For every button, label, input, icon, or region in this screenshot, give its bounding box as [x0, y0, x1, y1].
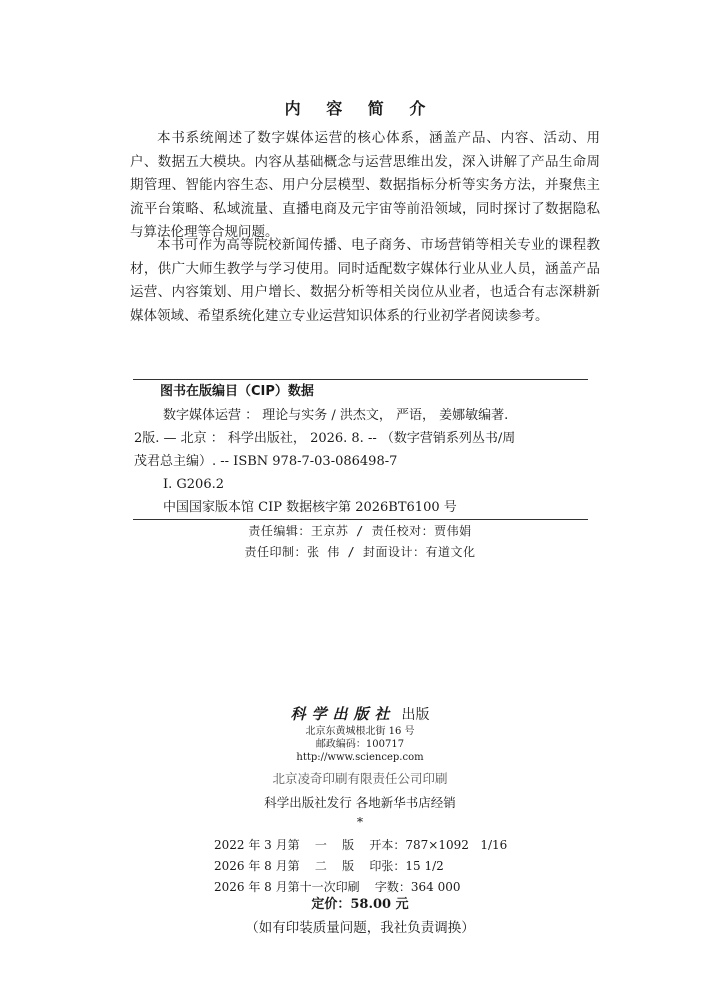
intro-title: 内 容 简 介 [284, 99, 436, 118]
cip-record-number: 中国国家版本馆 CIP 数据核字第 2026BT6100 号 [163, 500, 457, 515]
cip-top-rule [133, 379, 588, 380]
edition-info [214, 835, 507, 898]
edition-row-2: 2026 年 8 月第 二 版 印张：15 1/2 [214, 859, 444, 873]
printer-info: 北京凌奇印刷有限责任公司印刷 [272, 771, 448, 786]
publisher-name: 科学出版社 [290, 705, 396, 723]
cip-line-3: 茂君总主编）. -- ISBN 978-7-03-086498-7 [134, 454, 398, 469]
cip-line-1: 数字媒体运营 ： 理论与实务 / 洪杰文， 严语， 姜娜敏编著. [163, 408, 509, 423]
cip-classification: Ⅰ. G206.2 [163, 477, 225, 492]
distribution-info: 科学出版社发行 各地新华书店经销 [264, 795, 456, 810]
publisher-suffix: 出版 [401, 707, 430, 723]
intro-paragraph-1: 本书系统阐述了数字媒体运营的核心体系，涵盖产品、内容、活动、用户、数据五大模块。内容从基础概念与运营思维出发，深入讲解了产品生命周期管理、智能内容生态、用户分层模型、数据指标分析等实务方法，并聚焦主流平台策略、私域流量、直播电商及元宇宙等前沿领域，同时探讨了数据隐私与算法伦理等合规问题。 [130, 130, 600, 240]
intro-paragraph-2: 本书可作为高等院校新闻传播、电子商务、市场营销等相关专业的课程教材，供广大师生教学与学习使用。同时适配数字媒体行业从业人员，涵盖产品运营、内容策划、用户增长、数据分析等相关岗位从业者，也适合有志深耕新媒体领域、希望系统化建立专业运营知识体系的行业初学者阅读参考。 [130, 237, 600, 324]
publisher-line [0, 703, 720, 724]
edition-row-3: 2026 年 8 月第十一次印刷 字数：364 000 [214, 880, 461, 894]
separator-star: * [356, 814, 364, 829]
staff-editors: 责任编辑：王京苏 / 责任校对：贾伟娟 [248, 524, 472, 538]
quality-note: （如有印装质量问题，我社负责调换） [245, 920, 475, 936]
publisher-url: http://www.sciencep.com [296, 752, 424, 763]
price-label: 定价：58.00 元 [311, 897, 409, 912]
staff-production: 责任印制：张 伟 / 封面设计：有道文化 [244, 545, 476, 559]
edition-row-1: 2022 年 3 月第 一 版 开本：787×1092 1/16 [214, 838, 508, 852]
cip-bottom-rule [133, 519, 588, 520]
publisher-address: 北京东黄城根北街 16 号 [305, 726, 415, 737]
publisher-postcode: 邮政编码：100717 [315, 739, 405, 750]
cip-heading: 图书在版编目（CIP）数据 [160, 384, 314, 399]
cip-line-2: 2版. — 北京 ： 科学出版社， 2026. 8. -- （数字营销系列丛书/周 [134, 431, 516, 446]
